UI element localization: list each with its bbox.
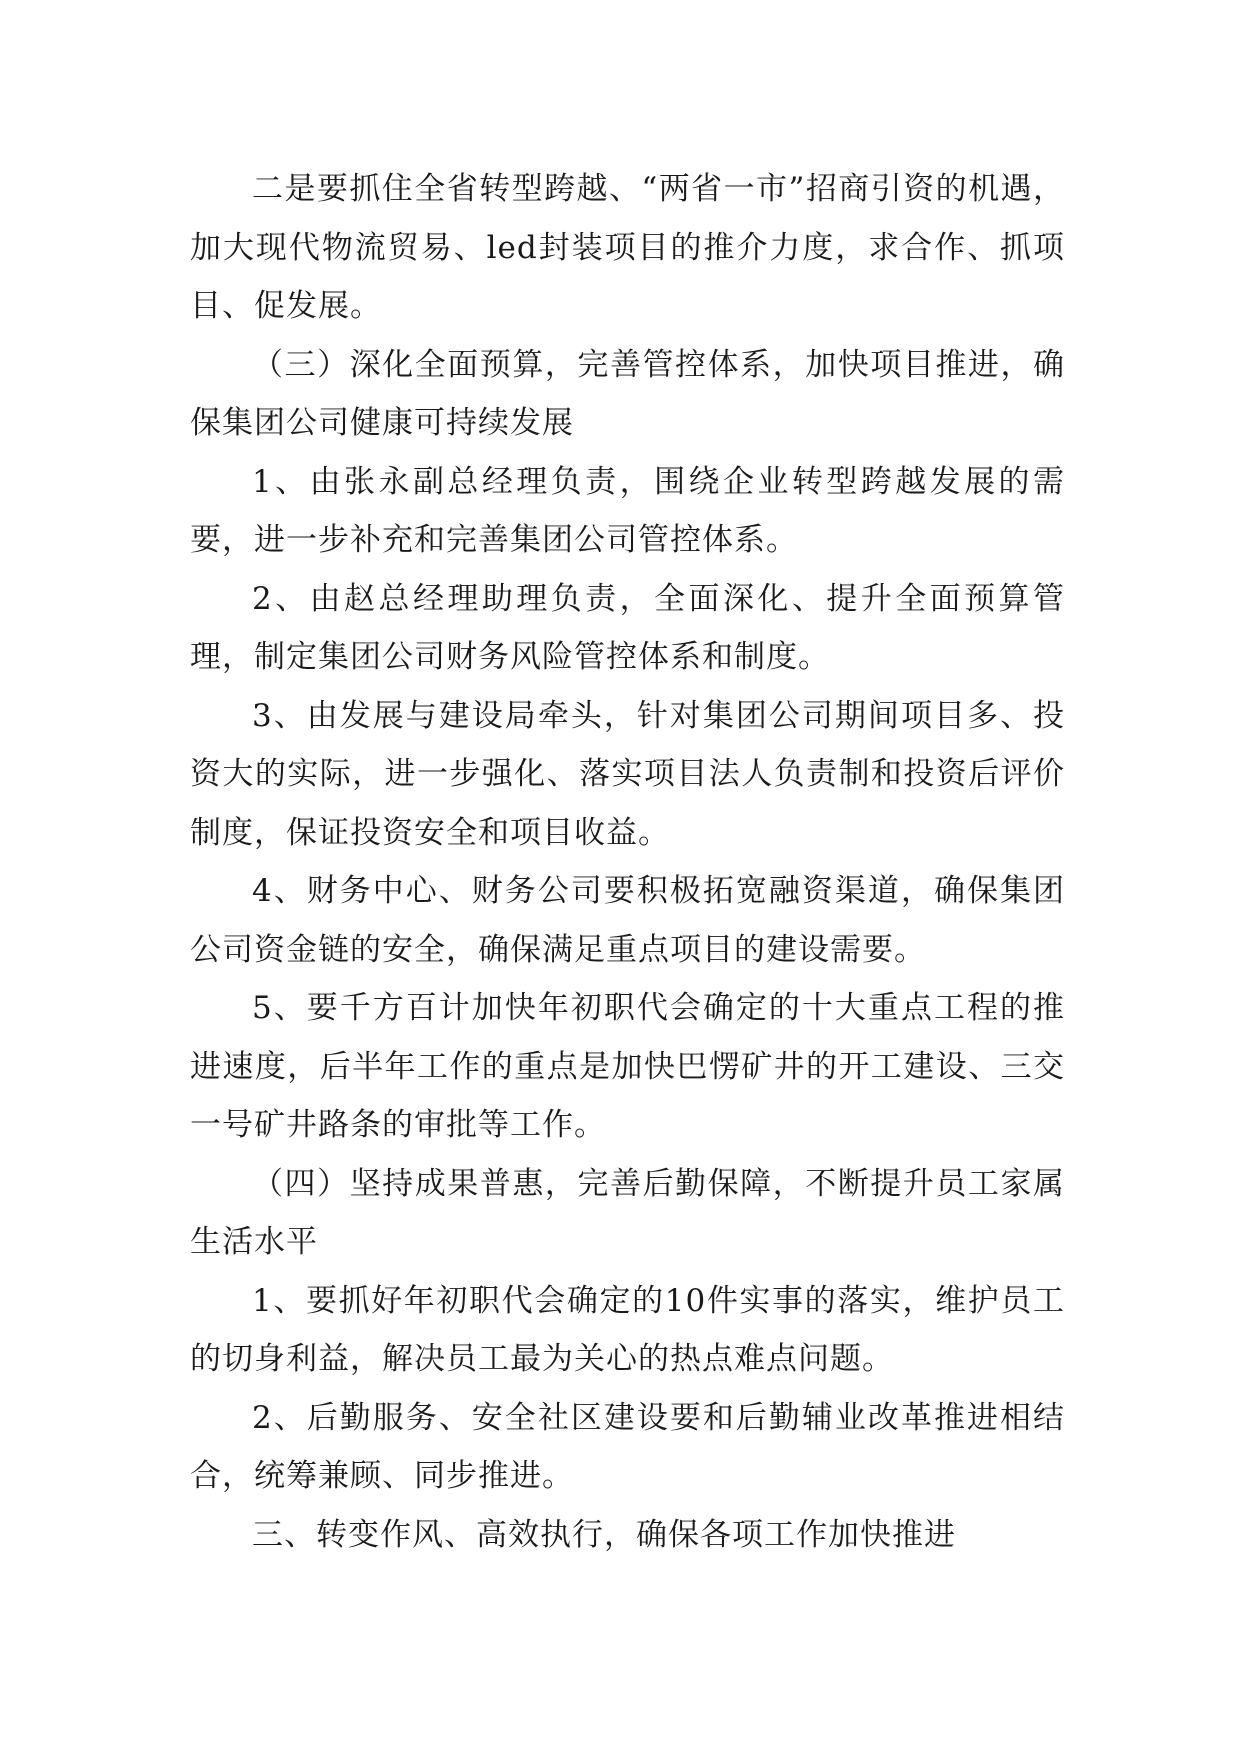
paragraph-welfare-item-2: 2、后勤服务、安全社区建设要和后勤辅业改革推进相结合，统筹兼顾、同步推进。 [190, 1399, 1065, 1494]
paragraph-item-5-key-projects: 5、要千方百计加快年初职代会确定的十大重点工程的推进速度，后半年工作的重点是加快巴愣矿井的开工建设、三交一号矿井路条的审批等工作。 [190, 990, 1065, 1143]
section-heading-welfare: （四）坚持成果普惠，完善后勤保障，不断提升员工家属生活水平 [190, 1165, 1065, 1260]
paragraph-item-2-budget: 2、由赵总经理助理负责，全面深化、提升全面预算管理，制定集团公司财务风险管控体系和制度。 [190, 580, 1065, 675]
document-body [190, 160, 1065, 1564]
paragraph-item-1-control-system: 1、由张永副总经理负责，围绕企业转型跨越发展的需要，进一步补充和完善集团公司管控体系。 [190, 463, 1065, 558]
paragraph-investment-opportunity: 二是要抓住全省转型跨越、“两省一市”招商引资的机遇，加大现代物流贸易、led封装项目的推介力度，求合作、抓项目、促发展。 [190, 171, 1065, 324]
paragraph-item-3-project-responsibility: 3、由发展与建设局牵头，针对集团公司期间项目多、投资大的实际，进一步强化、落实项目法人负责制和投资后评价制度，保证投资安全和项目收益。 [190, 697, 1065, 851]
section-heading-budget: （三）深化全面预算，完善管控体系，加快项目推进，确保集团公司健康可持续发展 [190, 346, 1065, 441]
paragraph-item-4-financing: 4、财务中心、财务公司要积极拓宽融资渠道，确保集团公司资金链的安全，确保满足重点项目的建设需要。 [190, 873, 1065, 968]
paragraph-welfare-item-1: 1、要抓好年初职代会确定的10件实事的落实，维护员工的切身利益，解决员工最为关心的热点难点问题。 [190, 1282, 1065, 1377]
section-heading-work-style: 三、转变作风、高效执行，确保各项工作加快推进 [252, 1516, 956, 1553]
